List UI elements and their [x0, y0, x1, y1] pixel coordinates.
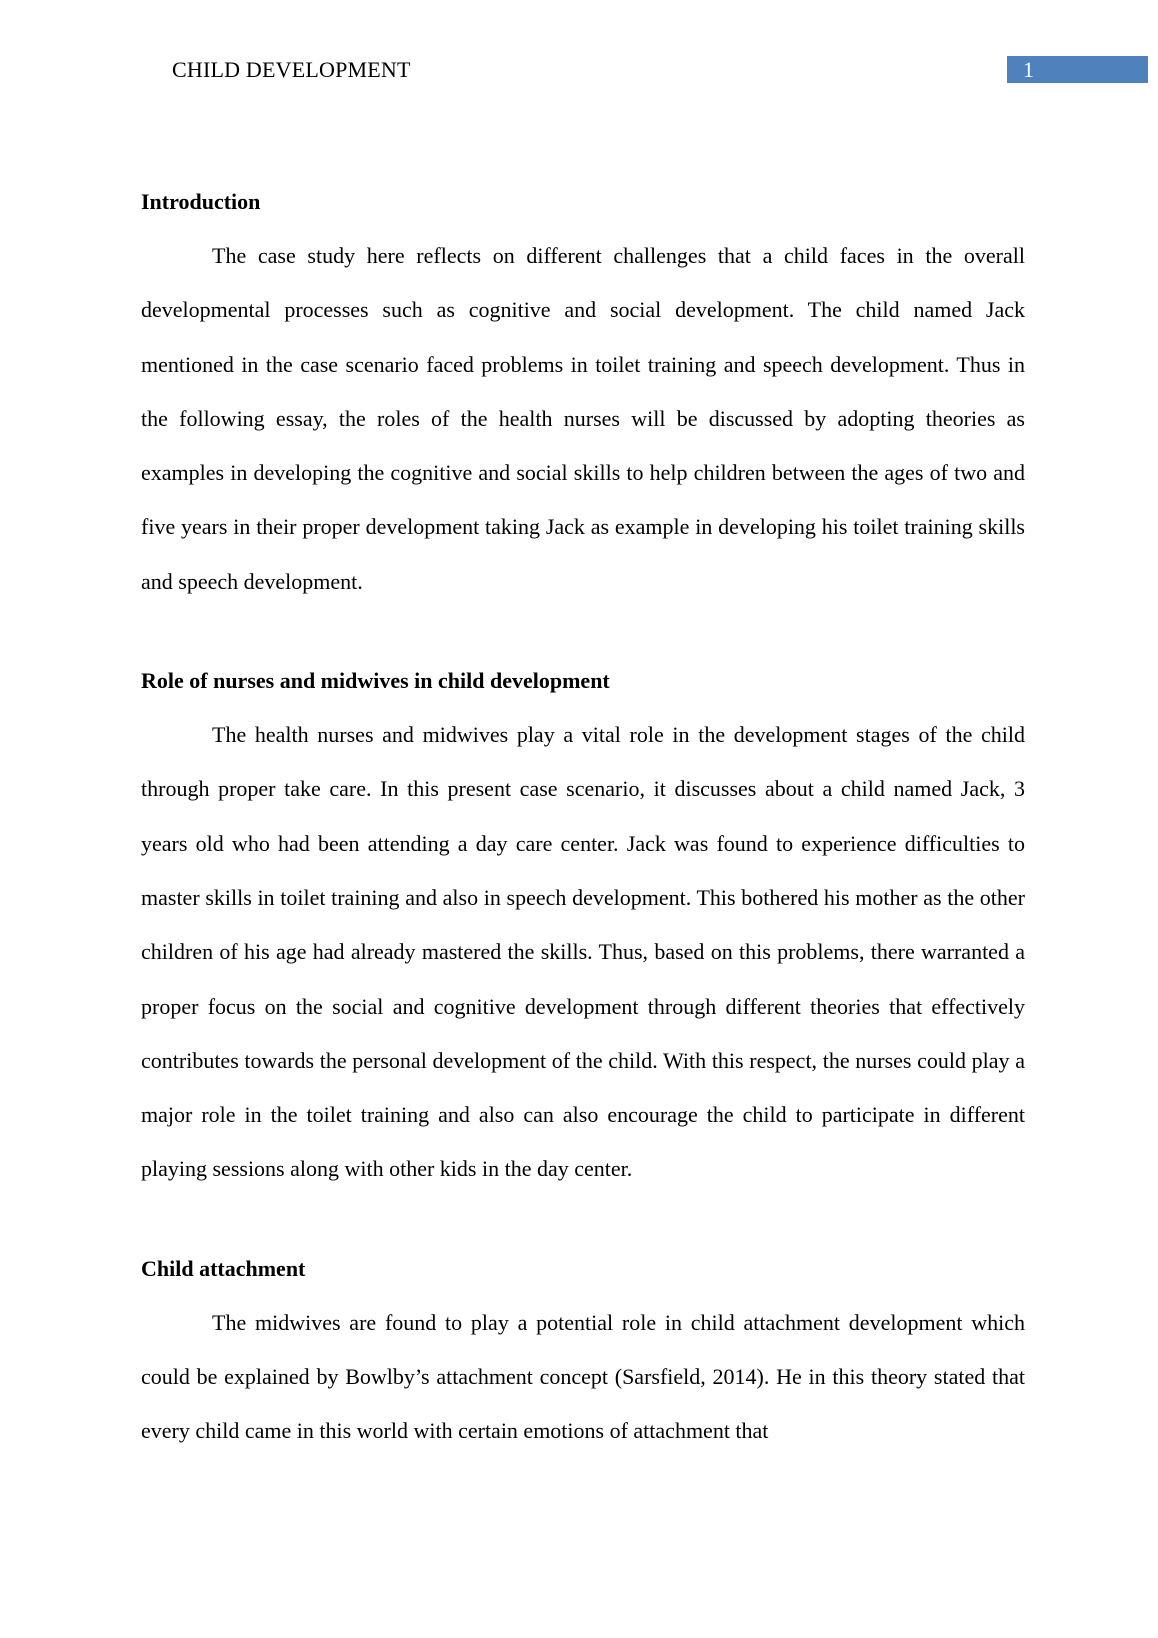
section-spacer — [141, 1197, 1025, 1242]
section-heading: Child attachment — [141, 1255, 306, 1281]
running-head: CHILD DEVELOPMENT — [172, 57, 411, 82]
document-body — [141, 175, 1025, 1459]
section-introduction — [141, 175, 1025, 609]
section-paragraph: The health nurses and midwives play a vital role in the development stages of the child through proper take care. In this present case scenario, it discusses about a child named Jack, 3 years old who had been attending a day care center. Jack was found to experience difficulties to master skills in toilet training and also in speech development. This bothered his mother as the other children of his age had already mastered the skills. Thus, based on this problems, there warranted a proper focus on the social and cognitive development through different theories that effectively contributes towards the personal development of the child. With this respect, the nurses could play a major role in the toilet training and also can also encourage the child to participate in different playing sessions along with other kids in the day center. — [141, 722, 1025, 1182]
page-number: 1 — [1023, 57, 1034, 82]
section-paragraph: The case study here reflects on different challenges that a child faces in the overall developmental processes such as cognitive and social development. The child named Jack mentioned in the case scenario faced problems in toilet training and speech development. Thus in the following essay, the roles of the health nurses will be discussed by adopting theories as examples in developing the cognitive and social skills to help children between the ages of two and five years in their proper development taking Jack as example in developing his toilet training skills and speech development. — [141, 243, 1025, 594]
page-number-badge — [1007, 56, 1148, 83]
section-role-of-nurses — [141, 654, 1025, 1197]
section-child-attachment — [141, 1242, 1025, 1459]
section-paragraph: The midwives are found to play a potential role in child attachment development which could be explained by Bowlby’s attachment concept (Sarsfield, 2014). He in this theory stated that every child came in this world with certain emotions of attachment that — [141, 1309, 1025, 1444]
section-spacer — [141, 609, 1025, 654]
section-heading: Role of nurses and midwives in child development — [141, 668, 610, 694]
section-heading: Introduction — [141, 189, 261, 214]
